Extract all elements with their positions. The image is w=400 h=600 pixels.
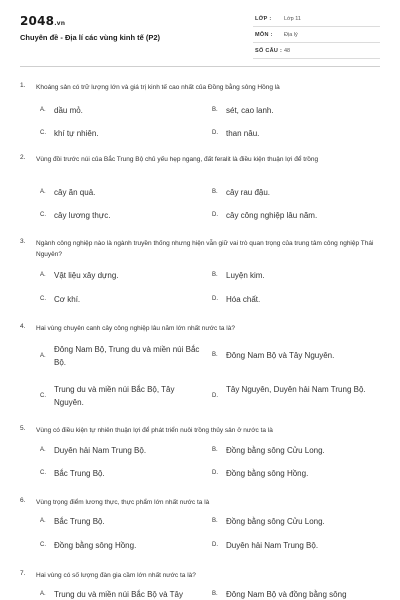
option-text: Đồng bằng sông Hồng.: [54, 541, 137, 550]
question-number: 5.: [20, 425, 26, 432]
meta-count-value: 48: [284, 48, 291, 54]
question-7: [20, 570, 380, 600]
option-text: Luyện kim.: [226, 271, 265, 280]
option-letter: B.: [212, 447, 218, 453]
option-text: sét, cao lanh.: [226, 106, 274, 115]
question-stem: Ngành công nghiệp nào là ngành truyền thống nhưng hiện vẫn giữ vai trò quan trọng của trung tâm công nghiệp Thái Nguyên?: [36, 240, 374, 258]
option-text: Cơ khí.: [54, 295, 81, 304]
option-letter: C.: [40, 212, 46, 218]
option-letter: A.: [40, 591, 46, 597]
option-text: Đông Nam Bộ, Trung du và miền núi Bắc Bộ.: [54, 345, 200, 367]
option-letter: D.: [212, 393, 218, 399]
question-number: 6.: [20, 497, 26, 504]
meta-count-label: SỐ CÂU :: [255, 48, 283, 54]
option-text: khí tự nhiên.: [54, 129, 99, 138]
question-2: [20, 154, 380, 234]
option-text: than nâu.: [226, 129, 260, 138]
option-letter: B.: [212, 591, 218, 597]
option-text: Hóa chất.: [226, 295, 261, 304]
option-letter: A.: [40, 189, 46, 195]
question-4: [20, 323, 380, 423]
meta-subject-row: [253, 29, 380, 43]
option-text: Vật liệu xây dựng.: [54, 271, 119, 280]
logo-text: 2048: [20, 14, 55, 28]
option-text: Đồng bằng sông Hồng.: [226, 469, 309, 478]
question-stem: Vùng đồi trước núi của Bắc Trung Bộ chủ yếu hẹp ngang, đất feralit là điều kiện thuận lợi để trồng: [36, 156, 319, 163]
option-text: Duyên hải Nam Trung Bộ.: [54, 446, 147, 455]
question-number: 4.: [20, 323, 26, 330]
option-text: dầu mỏ.: [54, 106, 83, 115]
option-text: cây công nghiệp lâu năm.: [226, 211, 318, 220]
option-letter: D.: [212, 296, 218, 302]
option-letter: B.: [212, 352, 218, 358]
question-3: [20, 238, 380, 318]
option-letter: C.: [40, 470, 46, 476]
meta-class-row: [253, 13, 380, 27]
meta-subject-value: Địa lý: [284, 32, 298, 38]
option-letter: A.: [40, 272, 46, 278]
question-stem: Vùng trọng điểm lương thực, thực phẩm lớn nhất nước ta là: [36, 499, 210, 506]
option-text: cây ăn quả.: [54, 188, 96, 197]
meta-count-row: [253, 45, 380, 59]
question-number: 2.: [20, 154, 26, 161]
option-letter: D.: [212, 470, 218, 476]
option-text: Trung du và miền núi Bắc Bộ và Tây: [54, 590, 183, 599]
question-number: 1.: [20, 82, 26, 89]
question-stem: Vùng có điều kiện tự nhiên thuận lợi để phát triển nuôi trồng thủy sản ở nước ta là: [36, 427, 273, 434]
option-text: cây rau đậu.: [226, 188, 271, 197]
question-number: 3.: [20, 238, 26, 245]
question-stem: Hai vùng có số lượng đàn gia cầm lớn nhất nước ta là?: [36, 572, 196, 579]
option-letter: A.: [40, 518, 46, 524]
option-letter: B.: [212, 272, 218, 278]
option-text: Bắc Trung Bộ.: [54, 469, 105, 478]
option-text: Đồng bằng sông Cửu Long.: [226, 517, 325, 526]
question-number: 7.: [20, 570, 26, 577]
option-text: Đông Nam Bộ và đồng bằng sông: [226, 590, 347, 599]
worksheet-title: Chuyên đề - Địa lí các vùng kinh tế (P2): [20, 33, 161, 42]
question-stem: Hai vùng chuyên canh cây công nghiệp lâu năm lớn nhất nước ta là?: [36, 325, 235, 332]
worksheet-header: [0, 0, 400, 66]
option-text: Duyên hải Nam Trung Bộ.: [226, 541, 319, 550]
option-text: Bắc Trung Bộ.: [54, 517, 105, 526]
option-letter: D.: [212, 542, 218, 548]
option-letter: C.: [40, 296, 46, 302]
header-divider: [20, 66, 380, 67]
option-letter: C.: [40, 130, 46, 136]
option-letter: D.: [212, 212, 218, 218]
option-letter: C.: [40, 393, 46, 399]
option-letter: A.: [40, 107, 46, 113]
meta-subject-label: MÔN :: [255, 32, 273, 38]
meta-class-label: LỚP :: [255, 16, 272, 22]
site-logo[interactable]: [20, 14, 65, 28]
question-1: [20, 82, 380, 162]
option-letter: D.: [212, 130, 218, 136]
question-5: [20, 425, 380, 495]
meta-class-value: Lớp 11: [284, 16, 301, 22]
option-text: Đông Nam Bộ và Tây Nguyên.: [226, 351, 335, 360]
option-letter: A.: [40, 353, 46, 359]
option-letter: B.: [212, 189, 218, 195]
option-letter: C.: [40, 542, 46, 548]
option-text: Đồng bằng sông Cửu Long.: [226, 446, 325, 455]
option-letter: B.: [212, 518, 218, 524]
option-text: cây lương thực.: [54, 211, 111, 220]
question-6: [20, 497, 380, 567]
option-letter: A.: [40, 447, 46, 453]
option-letter: B.: [212, 107, 218, 113]
option-text: Trung du và miền núi Bắc Bộ, Tây Nguyên.: [54, 385, 175, 407]
option-text: Tây Nguyên, Duyên hải Nam Trung Bộ.: [226, 385, 366, 394]
logo-tld: .vn: [54, 20, 66, 27]
question-stem: Khoáng sản có trữ lượng lớn và giá trị kinh tế cao nhất của Đồng bằng sông Hồng là: [36, 84, 280, 91]
